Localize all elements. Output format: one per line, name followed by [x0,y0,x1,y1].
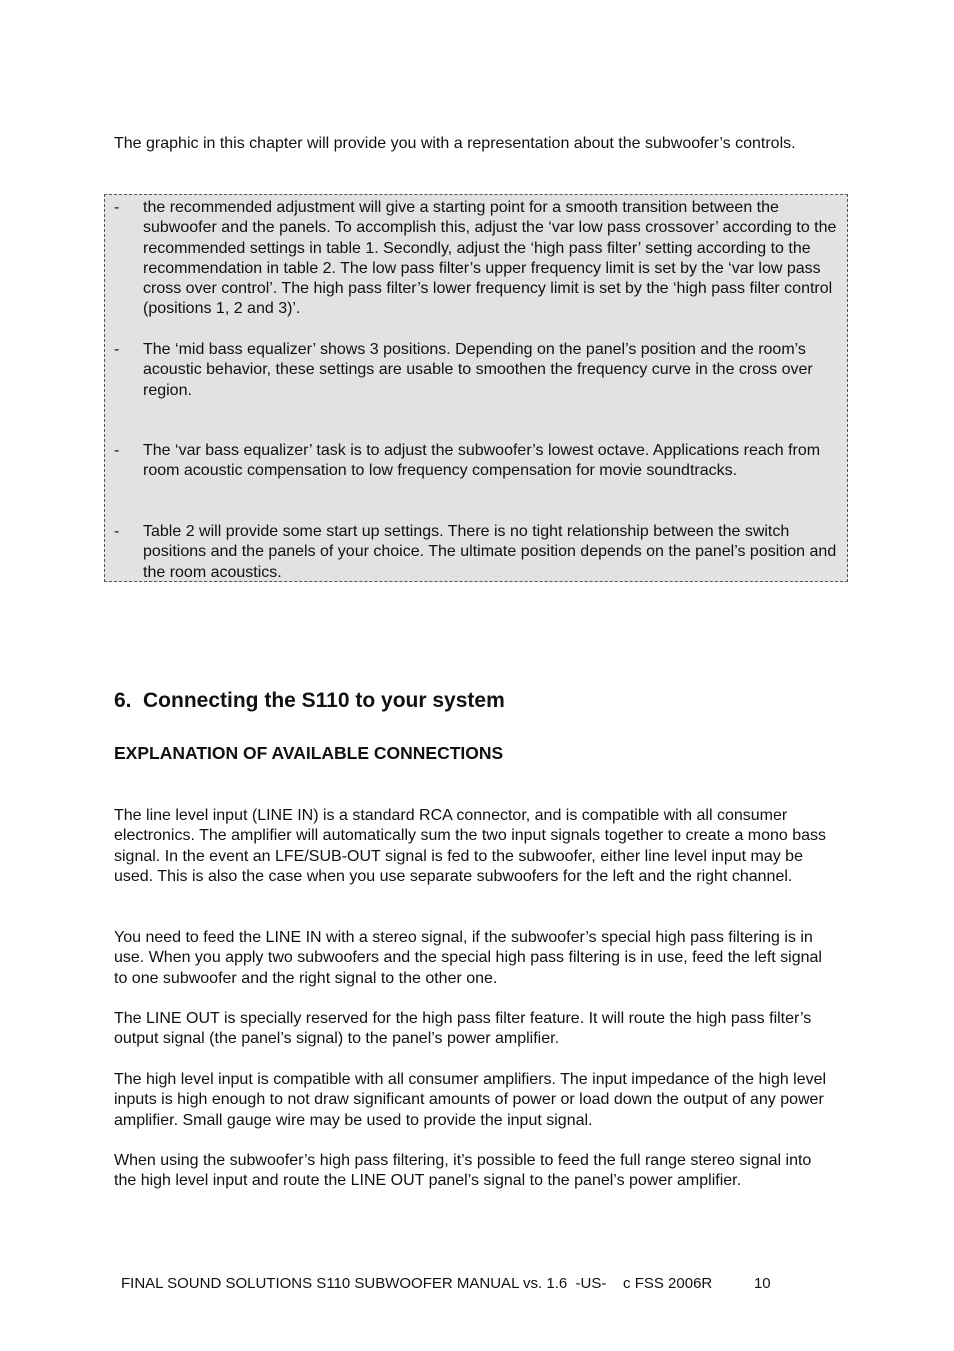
notes-box [104,194,848,582]
bullet-marker: - [114,523,120,540]
body-paragraph: The LINE OUT is specially reserved for the high pass filter feature. It will route the high pass filter’s output signal (the panel’s signal) to the panel’s power amplifier. [114,1010,812,1048]
body-paragraph: The line level input (LINE IN) is a standard RCA connector, and is compatible with all consumer electronics. The amplifier will automatically sum the two input signals together to create a mono bass signal. In the event an LFE/SUB-OUT signal is fed to the subwoofer, either line level input may be used. This is also the case when you use separate subwoofers for the left and the right channel. [114,807,827,885]
section-title: Connecting the S110 to your system [143,689,505,712]
page-number: 10 [753,1275,771,1292]
note-text: Table 2 will provide some start up settings. There is no tight relationship between the switch positions and the panels of your choice. The ultimate position depends on the panel’s position and the room acoustics. [143,523,837,581]
section-heading [114,688,505,714]
body-paragraph: You need to feed the LINE IN with a stereo signal, if the subwoofer’s special high pass filtering is in use. When you apply two subwoofers and the special high pass filtering is in use, feed the left signal to one subwoofer and the right signal to the other one. [114,929,822,987]
section-number: 6. [114,689,132,712]
page-footer [121,1274,771,1293]
body-paragraph: The high level input is compatible with all consumer amplifiers. The input impedance of the high level inputs is high enough to not draw significant amounts of power or load down the output of any power amplifier. Small gauge wire may be used to provide the input signal. [114,1071,827,1129]
bullet-marker: - [114,341,120,358]
note-text: The ‘mid bass equalizer’ shows 3 positions. Depending on the panel’s position and the room’s acoustic behavior, these settings are usable to smoothen the frequency curve in the cross over region. [143,341,813,399]
intro-paragraph: The graphic in this chapter will provide you with a representation about the subwoofer’s controls. [114,135,796,152]
note-text: the recommended adjustment will give a starting point for a smooth transition between the subwoofer and the panels. To accomplish this, adjust the ‘var low pass crossover’ according to the recommended settings in table 1. Secondly, adjust the ‘high pass filter’ setting according to the recommendation in table 2. The low pass filter’s upper frequency limit is set by the ‘var low pass cross over control’. The high pass filter’s lower frequency limit is set by the ‘high pass filter control (positions 1, 2 and 3)’. [143,199,837,318]
body-paragraph: When using the subwoofer’s high pass filtering, it’s possible to feed the full range stereo signal into the high level input and route the LINE OUT panel’s signal to the panel’s power amplifier. [114,1152,812,1190]
subheading: EXPLANATION OF AVAILABLE CONNECTIONS [114,743,504,763]
bullet-marker: - [114,199,120,216]
footer-text: FINAL SOUND SOLUTIONS S110 SUBWOOFER MANUAL vs. 1.6 -US- c FSS 2006R [121,1275,713,1292]
bullet-marker: - [114,442,120,459]
note-text: The ‘var bass equalizer’ task is to adjust the subwoofer’s lowest octave. Applications reach from room acoustic compensation to low frequency compensation for movie soundtracks. [143,442,821,480]
